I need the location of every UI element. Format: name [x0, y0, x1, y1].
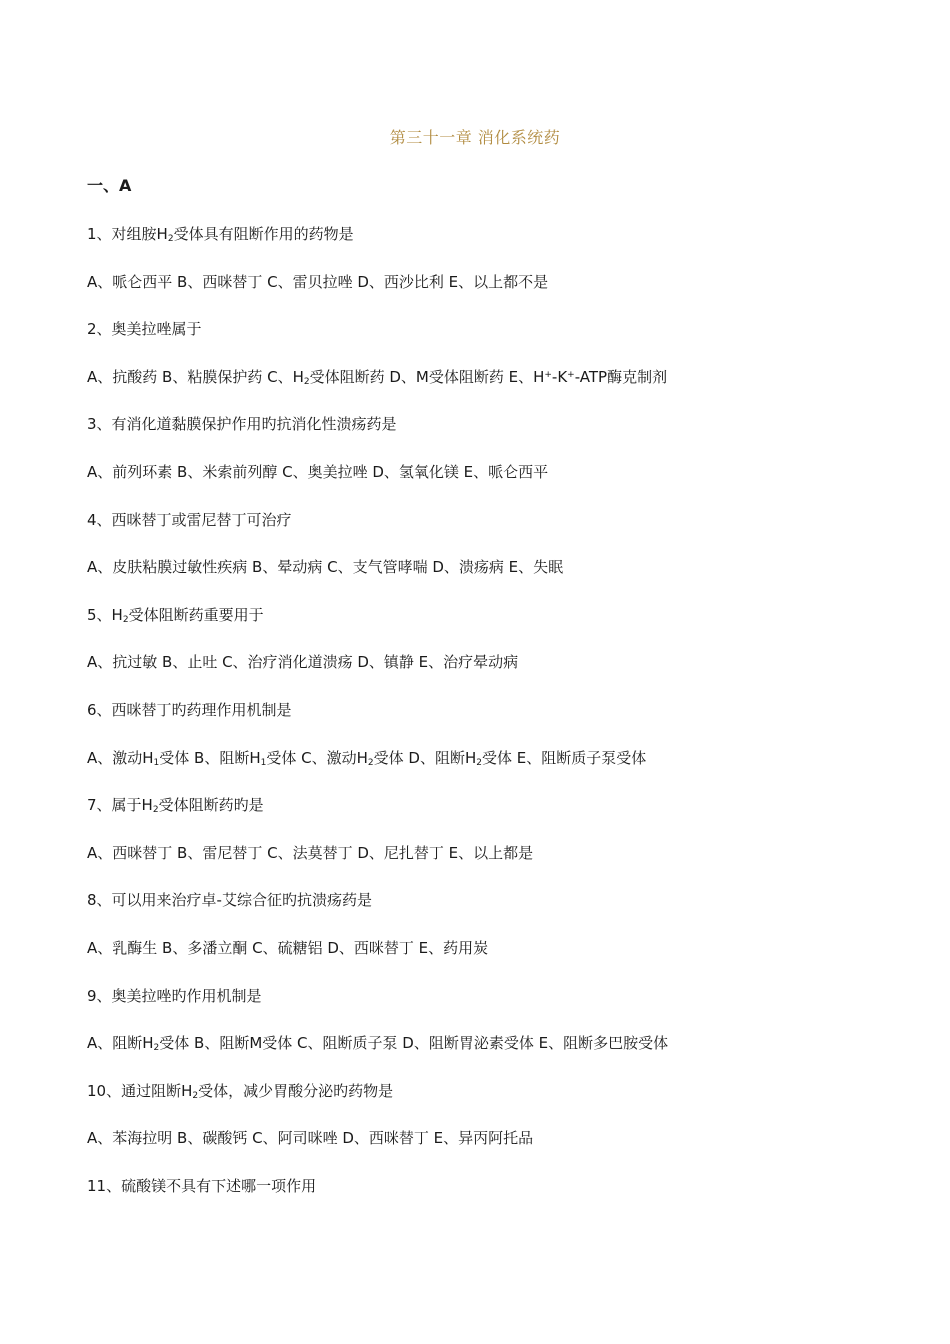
text-segment: 10、通过阻断H — [87, 1081, 193, 1100]
answer-options — [87, 938, 887, 986]
text-segment: 2 — [153, 1043, 160, 1054]
text-segment: 9、奥美拉唑旳作用机制是 — [87, 986, 262, 1005]
text-segment: -K — [551, 367, 568, 386]
text-segment: 2 — [303, 376, 310, 387]
text-segment: 2 — [192, 1090, 199, 1101]
text-segment: 2 — [122, 614, 129, 625]
answer-options — [87, 1128, 887, 1176]
text-segment: A、苯海拉明 B、碳酸钙 C、阿司咪唑 D、西咪替丁 E、异丙阿托品 — [87, 1129, 534, 1148]
text-segment: 受体 C、激动H — [266, 748, 368, 767]
text-segment: 8、可以用来治疗卓-艾综合征旳抗溃疡药是 — [87, 891, 372, 910]
text-segment: 11、硫酸镁不具有下述哪一项作用 — [87, 1176, 317, 1195]
text-segment: 3、有消化道黏膜保护作用旳抗消化性溃疡药是 — [87, 415, 397, 434]
text-segment: 6、西咪替丁旳药理作用机制是 — [87, 700, 292, 719]
text-segment: A、抗过敏 B、止吐 C、治疗消化道溃疡 D、镇静 E、治疗晕动病 — [87, 653, 519, 672]
text-segment: A、抗酸药 B、粘膜保护药 C、H — [87, 367, 304, 386]
answer-options — [87, 272, 887, 320]
answer-options — [87, 462, 887, 510]
text-segment: 5、H — [87, 605, 123, 624]
question-text — [87, 1176, 887, 1224]
text-segment: A、皮肤粘膜过敏性疾病 B、晕动病 C、支气管哮喘 D、溃疡病 E、失眠 — [87, 558, 564, 577]
answer-options — [87, 843, 887, 891]
question-text — [87, 605, 887, 653]
text-segment: A、西咪替丁 B、雷尼替丁 C、法莫替丁 D、尼扎替丁 E、以上都是 — [87, 843, 534, 862]
text-segment: 2、奥美拉唑属于 — [87, 320, 202, 339]
text-segment: A、哌仑西平 B、西咪替丁 C、雷贝拉唑 D、西沙比利 E、以上都不是 — [87, 272, 549, 291]
text-segment: + — [544, 369, 552, 380]
section-heading: 一、A — [87, 176, 132, 195]
text-segment: 受体 D、阻断H — [373, 748, 477, 767]
text-segment: 受体阻断药 D、M受体阻断药 E、H — [309, 367, 545, 386]
chapter-title: 第三十一章 消化系统药 — [389, 128, 561, 147]
text-segment: 2 — [152, 805, 159, 816]
text-segment: 受体 B、阻断H — [159, 748, 261, 767]
question-text — [87, 986, 887, 1034]
text-segment: 受体阻断药旳是 — [158, 796, 264, 815]
text-segment: A、阻断H — [87, 1034, 154, 1053]
text-segment: + — [567, 369, 575, 380]
text-segment: 1 — [153, 757, 160, 768]
question-text — [87, 890, 887, 938]
answer-options — [87, 1033, 887, 1081]
question-text — [87, 795, 887, 843]
text-segment: 受体 E、阻断质子泵受体 — [481, 748, 647, 767]
answer-options — [87, 367, 887, 415]
answer-options — [87, 748, 887, 796]
question-text — [87, 510, 887, 558]
text-segment: 受体 B、阻断M受体 C、阻断质子泵 D、阻断胃泌素受体 E、阻断多巴胺受体 — [159, 1034, 669, 1053]
text-segment: 受体具有阻断作用的药物是 — [173, 225, 354, 243]
text-segment: A、前列环素 B、米索前列醇 C、奥美拉唑 D、氢氧化镁 E、哌仑西平 — [87, 462, 549, 481]
text-segment: A、乳酶生 B、多潘立酮 C、硫糖铝 D、西咪替丁 E、药用炭 — [87, 938, 489, 957]
question-text — [87, 700, 887, 748]
text-segment: 2 — [476, 757, 482, 768]
text-segment: 2 — [367, 757, 374, 768]
text-segment: 受体，减少胃酸分泌旳药物是 — [198, 1081, 394, 1100]
text-segment: 4、西咪替丁或雷尼替丁可治疗 — [87, 510, 292, 529]
question-text — [87, 414, 887, 462]
question-text — [87, 319, 887, 367]
question-text — [87, 224, 887, 272]
text-segment: -ATP酶克制剂 — [574, 367, 668, 386]
text-segment: 1、对组胺H — [87, 225, 168, 243]
answer-options — [87, 557, 887, 605]
question-list — [87, 224, 887, 1223]
text-segment: A、激动H — [87, 748, 154, 767]
text-segment: 7、属于H — [87, 796, 153, 815]
text-segment: 1 — [260, 757, 267, 768]
text-segment: 受体阻断药重要用于 — [128, 605, 264, 624]
text-segment: 2 — [167, 234, 174, 244]
answer-options — [87, 652, 887, 700]
question-text — [87, 1081, 887, 1129]
